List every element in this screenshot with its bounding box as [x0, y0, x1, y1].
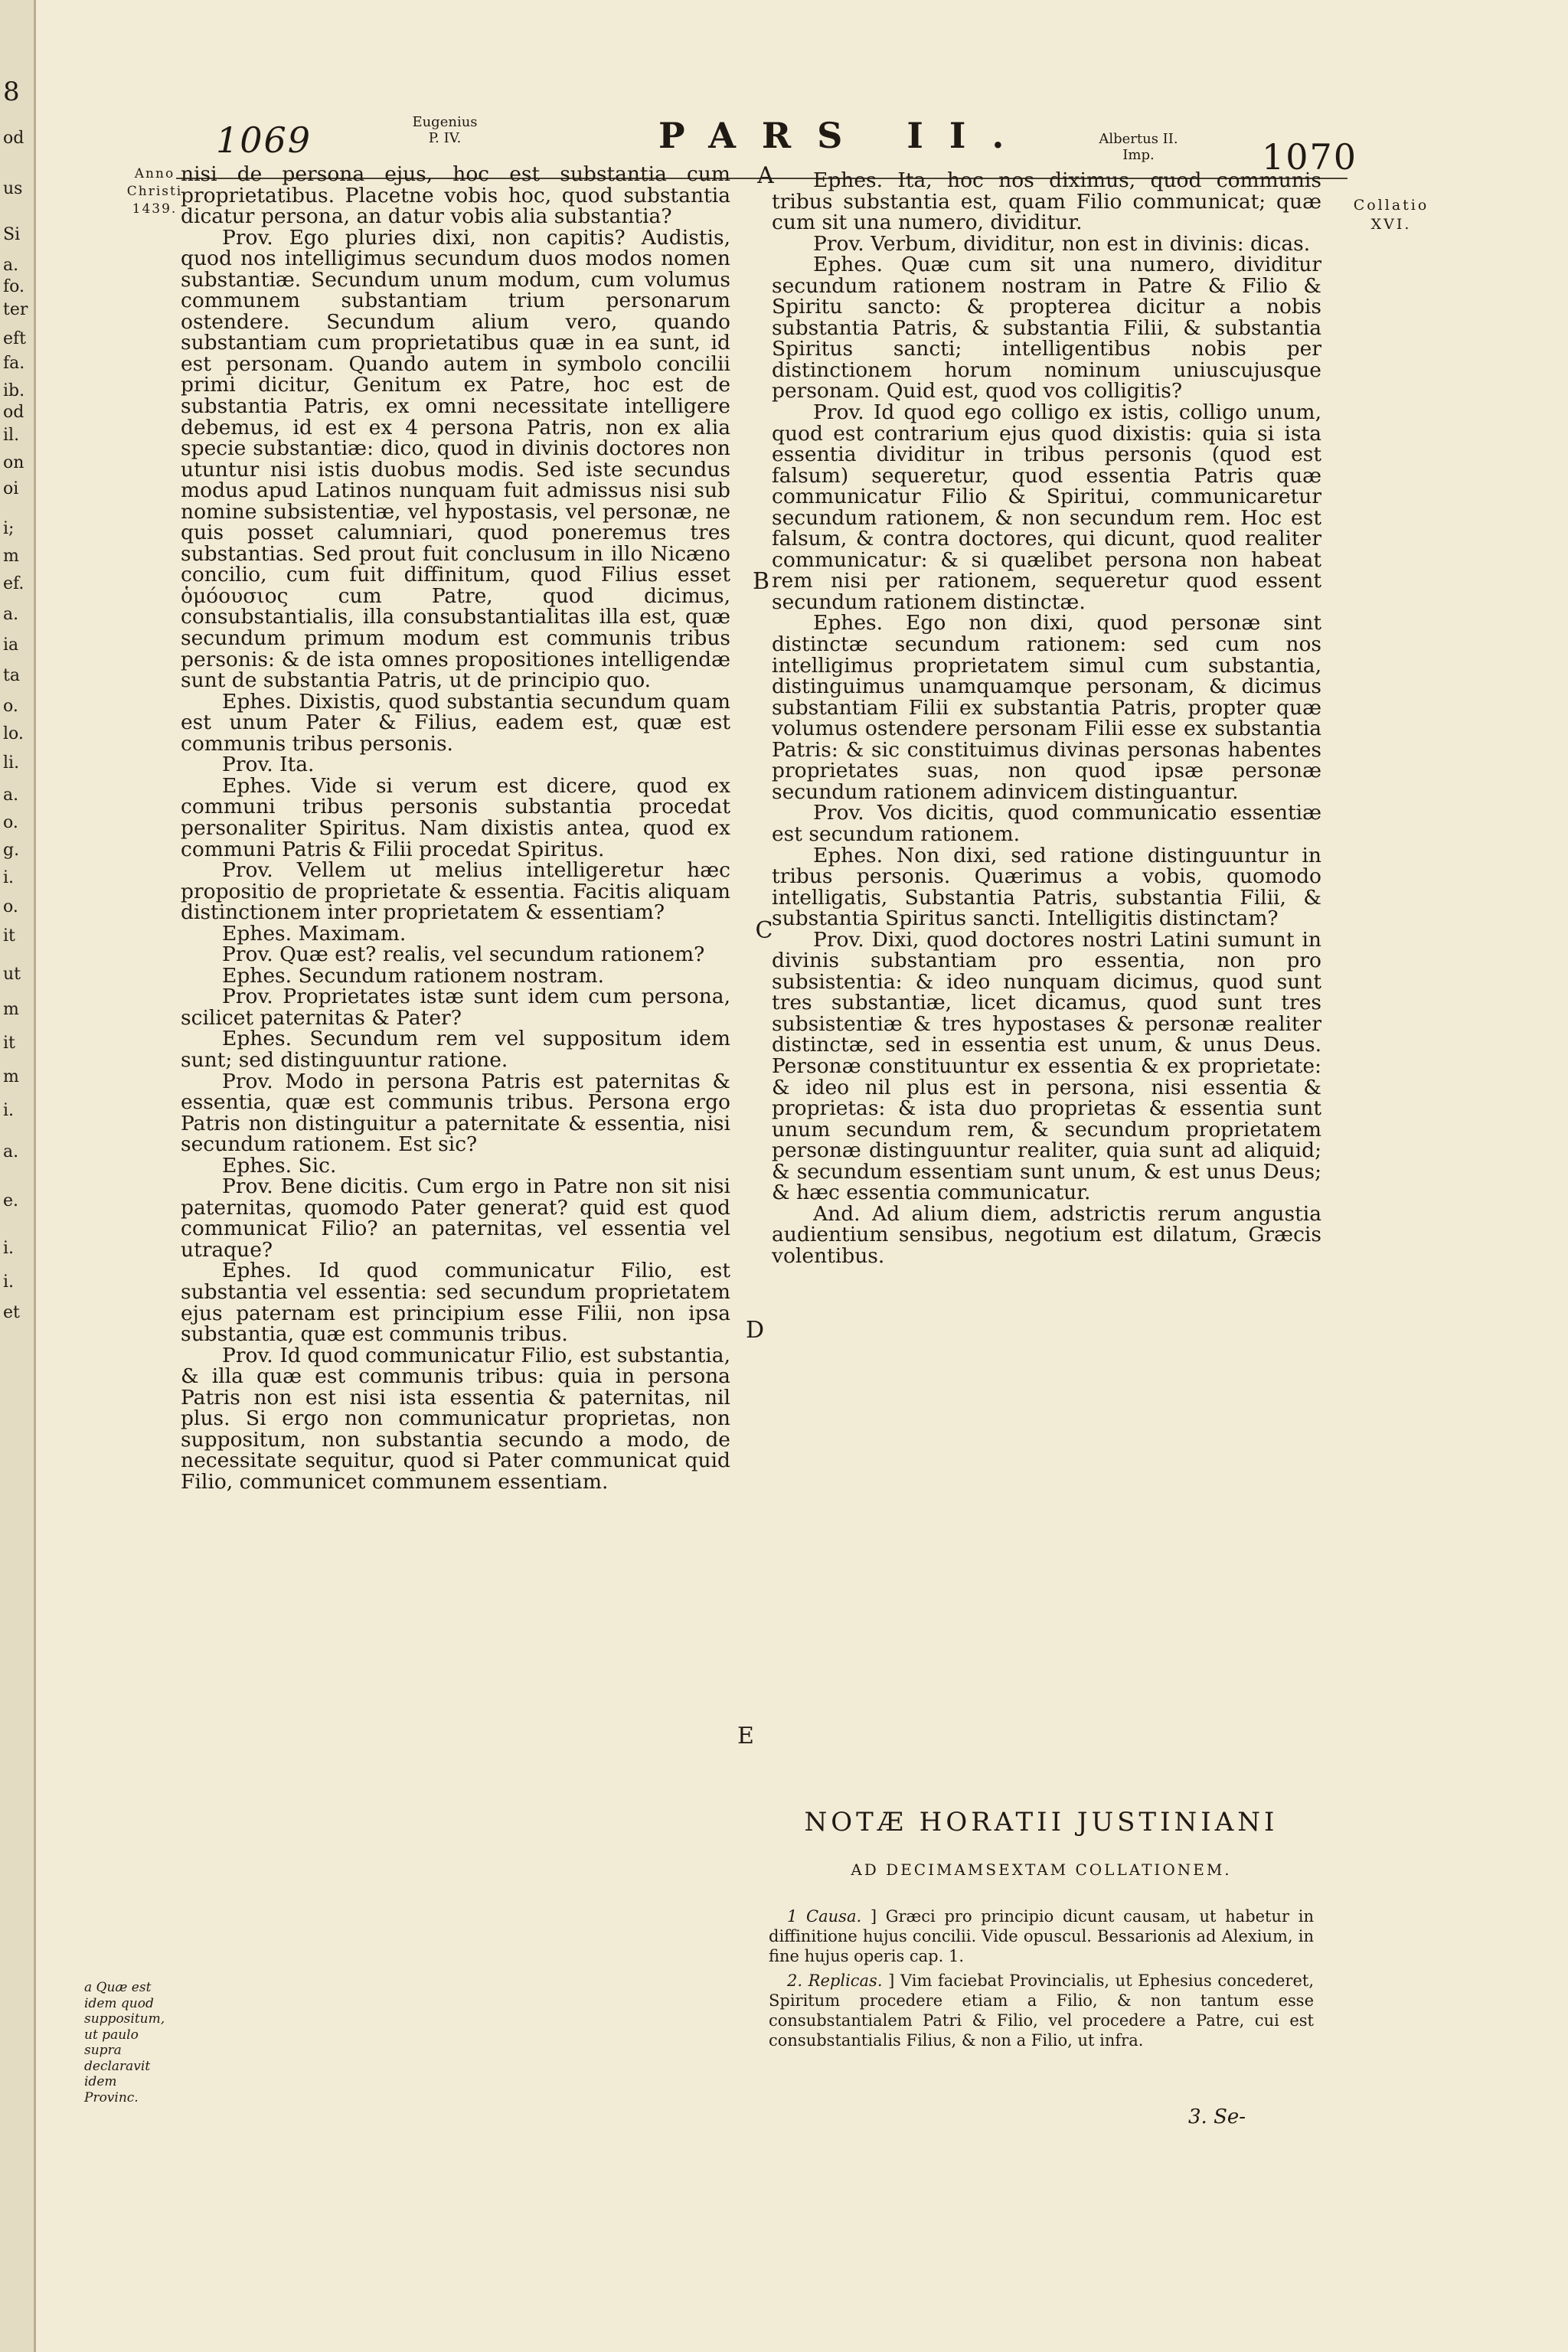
prev-fragment: i;	[3, 519, 15, 538]
prev-fragment: e.	[3, 1191, 19, 1210]
margin-christi: Christi	[126, 183, 183, 199]
note-text: ] Græci pro principio dicunt causam, ut habetur in diffinitione hujus concilii. Vide opuscul. Bessarionis ad Alexium, in fine hujus operis cap. 1.	[769, 1907, 1314, 1965]
catchword: 3. Se-	[1188, 2105, 1246, 2128]
paragraph: Ephes. Dixistis, quod substantia secundum quam est unum Pater & Filius, eadem est, quæ est communis tribus personis.	[181, 689, 730, 756]
running-head-right-line2: Imp.	[1122, 146, 1155, 163]
prev-fragment: fa.	[3, 354, 25, 373]
previous-page-number: 8	[3, 77, 20, 107]
paragraph: Prov. Id quod communicatur Filio, est substantia, & illa quæ est communis tribus: quia in persona Patris non est nisi ista essentia & paternitas, nil plus. Si ergo non communicatur proprietas, non suppositum, non substantia secundo a modo, de necessitate sequitur, quod si Pater communicat quid Filio, communicet communem essentiam.	[181, 1343, 730, 1494]
section-marker-e: E	[737, 1723, 754, 1749]
paragraph: Prov. Ego pluries dixi, non capitis? Audistis, quod nos intelligimus secundum duos modos nomen substantiæ. Secundum unum modum, cum volumus communem substantiam trium personarum ostendere. Secundum alium vero, quando substantiam cum proprietatibus quæ in ea sunt, id est personam. Quando autem in symbolo concilii primi dicitur, Genitum ex Patre, hoc est de substantia Patris, ex omni necessitate intelligere debemus, id est ex 4 persona Patris, non ex alia specie substantiæ: dico, quod in divinis doctores non utuntur nisi istis duobus modis. Sed iste secundus modus apud Latinos nunquam fuit admissus nisi sub nomine subsistentiæ, vel hypostasis, vel personæ, ne quis posset calumniari, quod poneremus tres substantias. Sed prout fuit conclusum in illo Nicæno concilio, cum fuit diffinitum, quod Filius esset ὁμόουσιος cum Patre, quod dicimus, consubstantialis, illa consubstantialitas illa est, quæ secundum primum modum est communis tribus personis: & de ista omnes propositiones intelligendæ sunt de substantia Patris, ut de principio quo.	[181, 225, 730, 693]
margin-collatio-note	[1334, 196, 1449, 234]
prev-fragment: it	[3, 1034, 15, 1053]
paragraph: Ephes. Ego non dixi, quod personæ sint distinctæ secundum rationem: sed cum nos intelligimus proprietatem simul cum substantia, distinguimus unamquamque personam, & dicimus substantiam Filii ex substantia Patris, propter quæ volumus ostendere personam Filii esse ex substantia Patris: & sic constituimus divinas personas habentes proprietates suas, non quod ipsæ personæ secundum rationem adinvicem distinguantur.	[772, 611, 1321, 804]
prev-fragment: o.	[3, 897, 18, 916]
prev-fragment: il.	[3, 426, 20, 445]
prev-fragment: ta	[3, 666, 20, 685]
running-head-left-line2: P. IV.	[428, 129, 462, 146]
running-head-right-line1: Albertus II.	[1099, 131, 1178, 147]
paragraph: Ephes. Secundum rem vel suppositum idem sunt; sed distinguuntur ratione.	[181, 1027, 730, 1072]
note-label: 1 Causa.	[787, 1907, 862, 1926]
prev-fragment: us	[3, 179, 23, 198]
running-head-left-line1: Eugenius	[412, 114, 478, 130]
running-head-left	[380, 115, 510, 146]
margin-anno: Anno	[134, 166, 175, 181]
prev-fragment: m	[3, 1000, 19, 1019]
prev-fragment: ef.	[3, 574, 24, 593]
notes-block	[769, 1906, 1314, 2055]
paragraph: Prov. Bene dicitis. Cum ergo in Patre non sit nisi paternitas, quomodo Pater generat? quid est quod communicat Filio? an paternitas, vel essentia vel utraque?	[181, 1174, 730, 1262]
prev-fragment: on	[3, 453, 24, 472]
paragraph: Ephes. Non dixi, sed ratione distinguuntur in tribus personis. Quærimus a vobis, quomodo intelligatis, Substantia Patris, substantia Filii, & substantia Spiritus sancti. Intelligitis distinctam?	[772, 843, 1321, 931]
prev-fragment: m	[3, 1067, 19, 1086]
prev-fragment: i.	[3, 1101, 15, 1120]
paragraph: Ephes. Vide si verum est dicere, quod ex communi tribus personis substantia procedat personaliter Spiritus. Nam dixistis antea, quod ex communi Patris & Filii procedat Spiritus.	[181, 773, 730, 861]
prev-fragment: m	[3, 547, 19, 566]
paragraph: Ephes. Secundum rationem nostram.	[222, 963, 605, 988]
paragraph: Ephes. Ita, hoc nos diximus, quod communis tribus substantia est, quam Filio communicat; quæ cum sit una numero, dividitur.	[772, 168, 1321, 235]
paragraph: Prov. Verbum, dividitur, non est in divinis: dicas.	[813, 231, 1311, 256]
paragraph: Ephes. Maximam.	[222, 921, 407, 946]
margin-year: 1439.	[132, 201, 178, 217]
paragraph: Prov. Id quod ego colligo ex istis, colligo unum, quod est contrarium ejus quod dixistis: quia si ista essentia dividitur in tribus personis (quod est falsum) sequeretur, quod essentia Patris quæ communicatur Filio & Spiritui, communicaretur secundum rationem, & non secundum rem. Hoc est falsum, & contra doctores, qui dicunt, quod realiter communicatur: & si quælibet persona non habeat rem nisi per rationem, sequeretur quod essent secundum rationem distinctæ.	[772, 400, 1321, 614]
prev-fragment: a.	[3, 1142, 19, 1161]
prev-fragment: od	[3, 129, 24, 148]
prev-fragment: ia	[3, 635, 19, 655]
paragraph: nisi de persona ejus, hoc est substantia cum proprietatibus. Placetne vobis hoc, quod substantia dicatur persona, an datur vobis alia substantia?	[181, 162, 730, 229]
section-marker-b: B	[752, 568, 770, 595]
prev-fragment: et	[3, 1303, 20, 1322]
section-marker-c: C	[755, 917, 773, 944]
prev-fragment: od	[3, 403, 24, 422]
prev-fragment: a.	[3, 786, 19, 805]
prev-fragment: it	[3, 926, 15, 946]
prev-fragment: i.	[3, 1272, 15, 1292]
prev-fragment: eft	[3, 329, 27, 348]
prev-fragment: ter	[3, 300, 28, 319]
previous-page-edge	[0, 0, 36, 2352]
prev-fragment: ut	[3, 965, 21, 984]
paragraph: Ephes. Sic.	[222, 1153, 337, 1178]
right-text-column	[772, 170, 1321, 1266]
margin-collatio: Collatio	[1353, 197, 1429, 214]
note-label: 2. Replicas.	[787, 1971, 883, 1990]
paragraph: Prov. Proprietates istæ sunt idem cum persona, scilicet paternitas & Pater?	[181, 985, 730, 1030]
prev-fragment: i.	[3, 1239, 15, 1258]
left-text-column	[181, 164, 730, 1492]
paragraph: Ephes. Id quod communicatur Filio, est substantia vel essentia: sed secundum proprietatem ejus paternam est principium esse Filii, non ipsa substantia, quæ est communis tribus.	[181, 1259, 730, 1347]
note-item	[769, 1971, 1314, 2050]
margin-collatio-number: XVI.	[1370, 215, 1412, 233]
paragraph: Prov. Dixi, quod doctores nostri Latini sumunt in divinis substantiam pro essentia, non pro subsistentia: & ideo nunquam dicimus, quod sunt tres substantiæ, licet dicamus, quod sunt tres subsistentiæ & tres hypostases & personæ realiter distinctæ, sed in essentia est unum, & unus Deus. Personæ constituuntur ex essentia & ex proprietate: & ideo nil plus est in persona, nisi essentia & proprietas: & ista duo proprietas & essentia sunt unum secundum rem, & secundum proprietatem personæ distinguuntur realiter, quia sunt ad aliquid; & secundum essentiam sunt unum, & est unus Deus; & hæc essentia communicatur.	[772, 927, 1321, 1205]
prev-fragment: g.	[3, 841, 20, 860]
part-title: PARS II.	[658, 115, 1031, 156]
prev-fragment: a.	[3, 256, 19, 275]
prev-fragment: lo.	[3, 724, 24, 743]
page-number-right: 1070	[1262, 136, 1358, 178]
section-marker-d: D	[745, 1317, 765, 1344]
prev-fragment: Si	[3, 225, 21, 244]
prev-fragment: li.	[3, 753, 20, 773]
paragraph: Prov. Vellem ut melius intelligeretur hæc propositio de proprietate & essentia. Facitis aliquam distinctionem inter proprietatem & essentiam?	[181, 858, 730, 925]
paragraph: And. Ad alium diem, adstrictis rerum angustia audientium sensibus, negotium est dilatum, Græcis volentibus.	[772, 1201, 1321, 1268]
prev-fragment: ib.	[3, 381, 25, 400]
notes-title: NOTÆ HORATII JUSTINIANI	[804, 1807, 1279, 1838]
note-item	[769, 1906, 1314, 1966]
paragraph: Prov. Quæ est? realis, vel secundum rationem?	[222, 942, 705, 967]
prev-fragment: o.	[3, 697, 18, 716]
running-head-right	[1081, 132, 1196, 163]
notes-subtitle: AD DECIMAMSEXTAM COLLATIONEM.	[851, 1860, 1232, 1879]
page-number-left: 1069	[216, 119, 312, 161]
note-text: ] Vim faciebat Provincialis, ut Ephesius concederet, Spiritum procedere etiam a Filio, & non tantum esse consubstantialem Patri & Filio, vel procedere a Patre, cui est consubstantialis Filius, & non a Filio, ut infra.	[769, 1971, 1314, 2050]
prev-fragment: o.	[3, 813, 18, 832]
paragraph: Prov. Ita.	[222, 753, 315, 777]
prev-fragment: fo.	[3, 277, 24, 296]
paragraph: Ephes. Quæ cum sit una numero, dividitur secundum rationem nostram in Patre & Filio & Spiritu sancto: & propterea dicitur a nobis substantia Patris, & substantia Filii, & substantia Spiritus sancti; intelligentibus nobis per distinctionem horum nominum uniuscujusque personam. Quid est, quod vos colligitis?	[772, 253, 1321, 403]
margin-side-note: a Quæ est idem quod suppositum, ut paulo supra declaravit idem Provinc.	[84, 1980, 165, 2105]
prev-fragment: oi	[3, 479, 19, 498]
paragraph: Prov. Modo in persona Patris est paternitas & essentia, quæ est communis tribus. Persona ergo Patris non distinguitur a paternitate & essentia, nisi secundum rationem. Est sic?	[181, 1069, 730, 1157]
prev-fragment: a.	[3, 605, 19, 624]
paragraph: Prov. Vos dicitis, quod communicatio essentiæ est secundum rationem.	[772, 801, 1321, 846]
section-marker-a: A	[757, 162, 774, 189]
prev-fragment: i.	[3, 868, 15, 887]
